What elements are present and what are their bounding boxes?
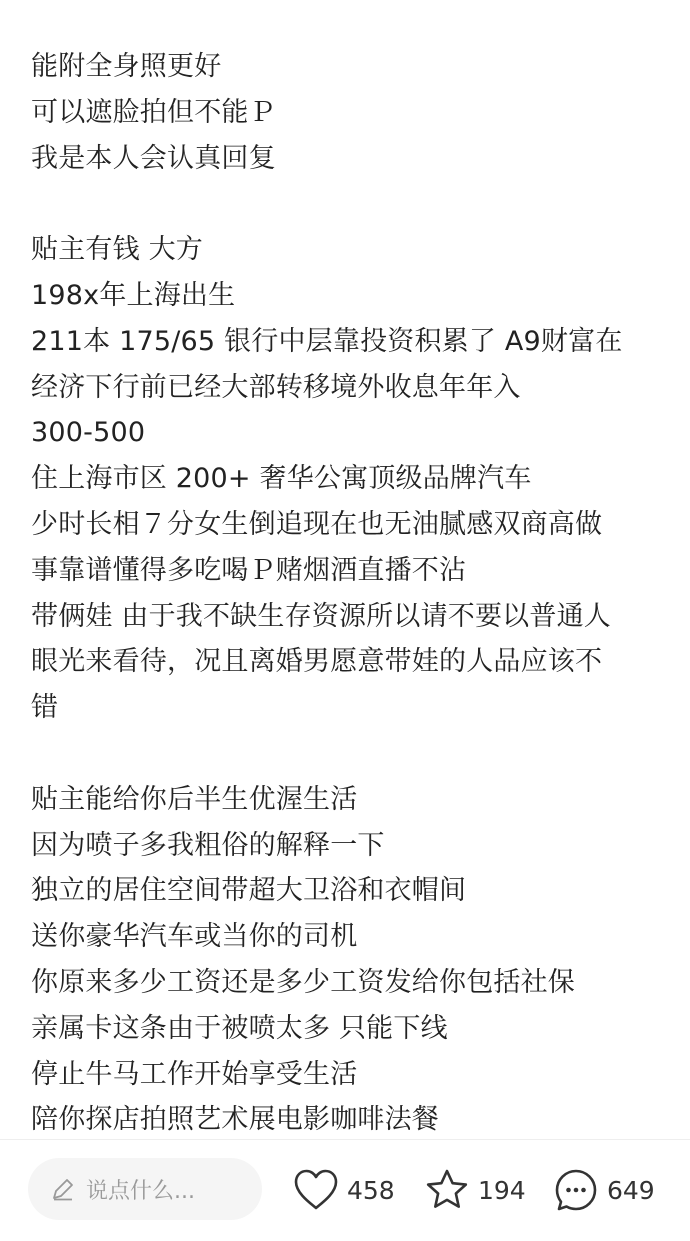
post-line: 亲属卡这条由于被喷太多 只能下线 <box>31 1012 448 1044</box>
post-line: 经济下行前已经大部转移境外收息年年入 <box>31 371 521 403</box>
post-line: 贴主有钱 大方 <box>31 234 203 266</box>
post-line: 送你豪华汽车或当你的司机 <box>31 921 358 953</box>
comment-count: 649 <box>607 1175 655 1205</box>
heart-icon <box>293 1168 339 1212</box>
like-count: 458 <box>347 1175 395 1205</box>
paragraph-gap <box>31 731 671 777</box>
post-line: 停止牛马工作开始享受生活 <box>31 1058 358 1090</box>
post-line: 能附全身照更好 <box>31 51 222 82</box>
post-line: 198x年上海出生 <box>31 279 236 311</box>
post-line: 事靠谱懂得多吃喝Ｐ赌烟酒直播不沾 <box>31 554 467 586</box>
post-line: 住上海市区 200+ 奢华公寓顶级品牌汽车 <box>31 463 532 495</box>
favorite-button[interactable] <box>424 1162 526 1218</box>
comment-input[interactable] <box>28 1158 262 1220</box>
post-body <box>31 44 671 1143</box>
post-line: 你原来多少工资还是多少工资发给你包括社保 <box>31 966 575 998</box>
comment-bubble-icon <box>553 1167 599 1213</box>
comment-placeholder: 说点什么... <box>86 1178 195 1204</box>
post-line: 陪你探店拍照艺术展电影咖啡法餐 <box>31 1104 439 1136</box>
bottom-action-bar <box>0 1140 690 1241</box>
favorite-count: 194 <box>478 1175 526 1205</box>
post-line: 独立的居住空间带超大卫浴和衣帽间 <box>31 875 467 907</box>
post-line: 因为喷子多我粗俗的解释一下 <box>31 829 385 861</box>
post-line: 300-500 <box>31 417 146 449</box>
post-line: 211本 175/65 银行中层靠投资积累了 A9财富在 <box>31 325 623 357</box>
post-line: 我是本人会认真回复 <box>31 142 276 174</box>
post-line: 眼光来看待，况且离婚男愿意带娃的人品应该不 <box>31 646 603 678</box>
star-icon <box>424 1168 470 1212</box>
like-button[interactable] <box>293 1162 395 1218</box>
post-line: 可以遮脸拍但不能Ｐ <box>31 96 276 128</box>
post-line: 带俩娃 由于我不缺生存资源所以请不要以普通人 <box>31 600 611 632</box>
pencil-icon <box>50 1176 76 1202</box>
post-line: 贴主能给你后半生优渥生活 <box>31 783 358 815</box>
paragraph-gap <box>31 181 671 227</box>
post-line: 少时长相７分女生倒追现在也无油腻感双商高做 <box>31 508 603 540</box>
comment-button[interactable] <box>553 1162 655 1218</box>
post-line: 错 <box>31 692 59 724</box>
